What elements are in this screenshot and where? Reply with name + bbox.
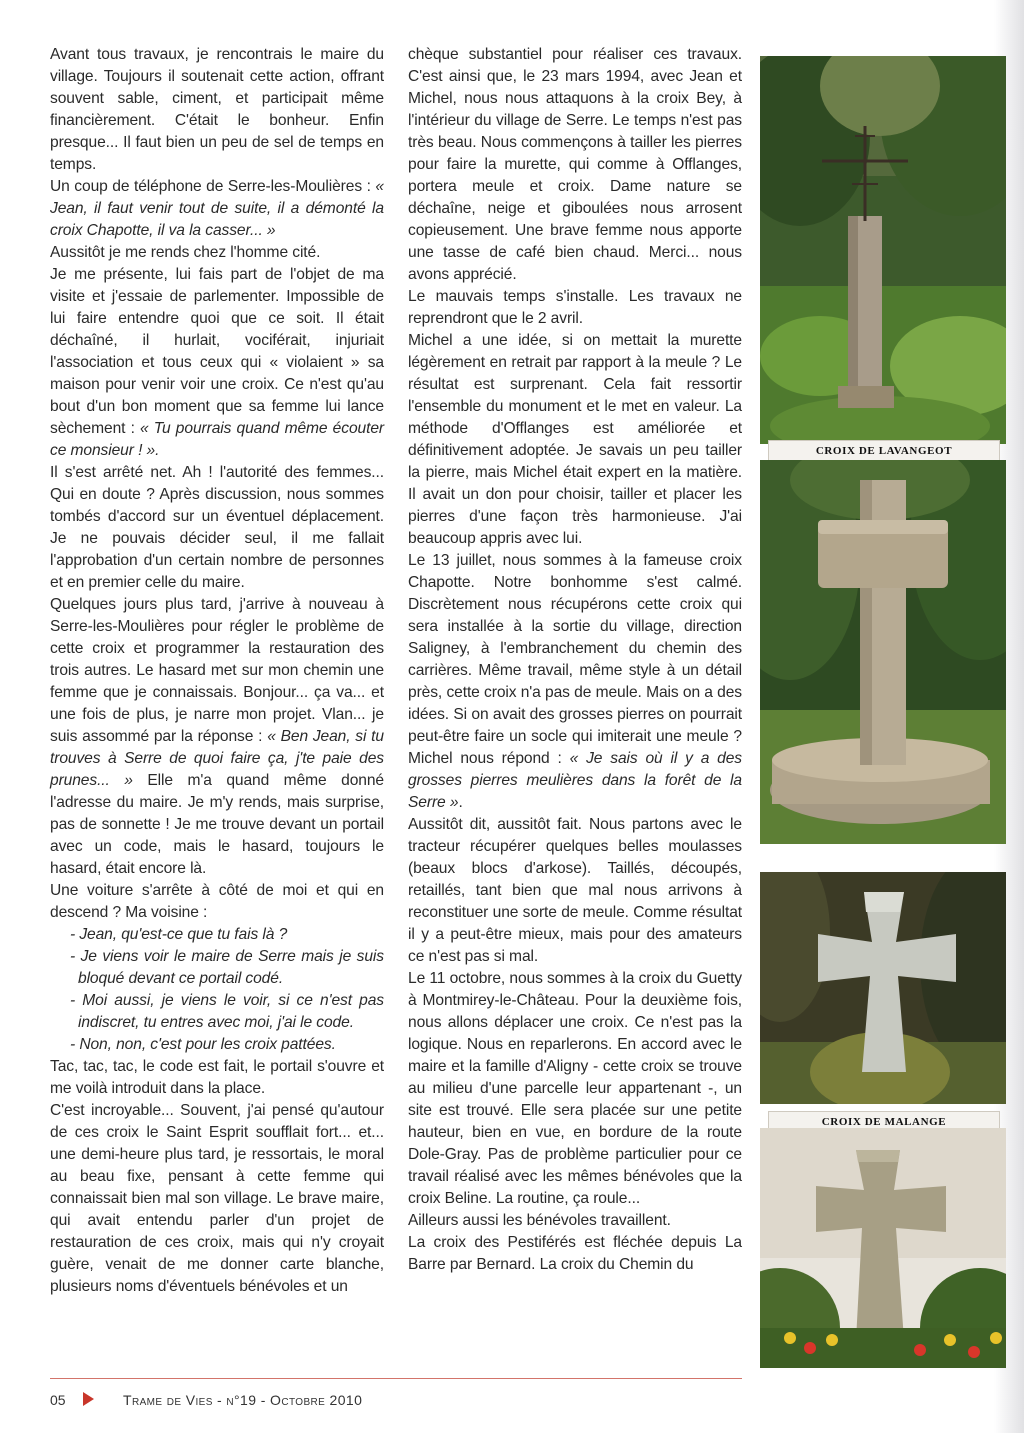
paragraph — [408, 330, 742, 550]
paragraph — [408, 1232, 742, 1276]
paragraph — [50, 44, 384, 176]
caption-croix-malange: CROIX DE MALANGE — [768, 1111, 1000, 1133]
paragraph — [408, 1210, 742, 1232]
text-column-right — [408, 44, 742, 1276]
photo-croix-meule — [760, 460, 1006, 844]
paragraph — [408, 968, 742, 1210]
paragraph — [408, 814, 742, 968]
paragraph-text: Ailleurs aussi les bénévoles travaillent. — [408, 1212, 671, 1229]
paragraph — [50, 1100, 384, 1298]
paragraph — [50, 242, 384, 264]
paragraph — [408, 44, 742, 286]
footer-rule — [50, 1378, 742, 1379]
quote-text: « Ben Jean, si tu trouves à Serre de quoi faire ça, j'te paie des prunes... » — [50, 728, 384, 789]
paragraph — [50, 880, 384, 924]
page-number: 05 — [50, 1392, 66, 1408]
paragraph: - Jean, qu'est-ce que tu fais là ? — [70, 926, 288, 943]
footer-publication-title: Trame de Vies - n°19 - Octobre 2010 — [123, 1392, 363, 1408]
paragraph — [408, 286, 742, 330]
triangle-arrow-icon — [83, 1392, 94, 1406]
paragraph-text: Aussitôt je me rends chez l'homme cité. — [50, 244, 321, 261]
paragraph: - Moi aussi, je viens le voir, si ce n'est pas indiscret, tu entres avec moi, j'ai le code. — [70, 992, 384, 1031]
photo-croix-malange — [760, 872, 1006, 1104]
paragraph — [50, 462, 384, 594]
paragraph — [50, 1056, 384, 1100]
caption-croix-lavangeot: CROIX DE LAVANGEOT — [768, 440, 1000, 462]
paragraph-text: Avant tous travaux, je rencontrais le maire du village. Toujours il soutenait cette action, offrant souvent sable, ciment, et participait même financièrement. C'était le bonheur. Enfin presque... Il faut bien un peu de sel de temps en temps. — [50, 46, 384, 173]
quote-text: « Jean, il faut venir tout de suite, il a démonté la croix Chapotte, il va la casser... » — [50, 178, 384, 239]
photo-croix-lavangeot — [760, 56, 1006, 444]
paragraph-text: Une voiture s'arrête à côté de moi et qui en descend ? Ma voisine : — [50, 882, 384, 921]
paragraph-text: Un coup de téléphone de Serre-les-Moulières : — [50, 178, 376, 195]
paragraph-text: Michel a une idée, si on mettait la murette légèrement en retrait par rapport à la meule ? Le résultat est surprenant. Cela fait ressortir l'ensemble du monument et le met en valeur. La méthode d'Offlanges est améliorée et définitivement adoptée. Je savais un peu tailler la pierre, mais Michel était expert en la matière. Il avait un don pour choisir, tailler et placer les pierres d'une façon très harmonieuse. J'ai beaucoup appris avec lui. — [408, 332, 742, 547]
paragraph-text-tail: Elle m'a quand même donné l'adresse du maire. Je m'y rends, mais surprise, pas de sonnette ! Je me trouve devant un portail avec un code, mais le hasard, toujours le hasard, était encore là. — [50, 772, 384, 877]
text-column-left — [50, 44, 384, 1298]
paragraph — [50, 594, 384, 880]
paragraph-text: Il s'est arrêté net. Ah ! l'autorité des femmes... Qui en doute ? Après discussion, nous sommes tombés d'accord sur un éventuel déplacement. Je ne pouvais décider seul, il me fallait l'approbation d'un certain nombre de personnes et en premier celle du maire. — [50, 464, 384, 591]
paragraph-text: Quelques jours plus tard, j'arrive à nouveau à Serre-les-Moulières pour régler le problème de cette croix et programmer la restauration des trois autres. Le hasard met sur mon chemin une femme que je connaissais. Bonjour... ça va... et une fois de plus, je narre mon projet. Vlan... je suis assommé par la réponse : — [50, 596, 384, 745]
paragraph-text: Aussitôt dit, aussitôt fait. Nous partons avec le tracteur récupérer quelques belles moulasses (beaux blocs d'arkose). Taillés, découpés, retaillés, tant bien que mal nous arrivons à reconstituer une sorte de meule. Comme résultat il y a peut-être mieux, mais pour des amateurs ce n'est pas si mal. — [408, 816, 742, 965]
paragraph: - Non, non, c'est pour les croix pattées. — [70, 1036, 336, 1053]
paragraph-text: Le 13 juillet, nous sommes à la fameuse croix Chapotte. Notre bonhomme s'est calmé. Discrètement nous récupérons cette croix qui sera installée à la sortie du village, direction Saligney, à l'embranchement du chemin des carrières. Même travail, même style à un détail près, cette croix n'a pas de meule. Mais on a des idées. Si on avait des grosses pierres on pourrait peut-être faire un socle qui imiterait une meule ? Michel nous répond : — [408, 552, 742, 767]
paragraph-text-tail: . — [458, 794, 463, 811]
quote-text: « Tu pourrais quand même écouter ce monsieur ! ». — [50, 420, 384, 459]
quote-text: « Je sais où il y a des grosses pierres meulières dans la forêt de la Serre » — [408, 750, 742, 811]
paragraph — [408, 550, 742, 814]
paragraph-text: Je me présente, lui fais part de l'objet de ma visite et j'essaie de parlementer. Impossible de lui faire entendre quoi que ce soit. Il était déchaîné, il hurlait, vociférait, injuriait l'association et tous ceux qui « violaient » sa maison pour venir voir une croix. Ce n'est qu'au bout d'un bon moment que sa femme lui lance sèchement : — [50, 266, 384, 437]
paragraph-text: C'est incroyable... Souvent, j'ai pensé qu'autour de ces croix le Saint Esprit soufflait fort... et... une demi-heure plus tard, je ressortais, le moral au beau fixe, pensant à cette femme qui connaissait bien mal son village. Le brave maire, qui avait entendu parler d'un projet de restauration de ces croix, mais qui n'y croyait guère, venait de me donner carte blanche, plusieurs noms d'éventuels bénévoles et un — [50, 1102, 384, 1295]
paragraph — [50, 176, 384, 242]
paragraph-text: Tac, tac, tac, le code est fait, le portail s'ouvre et me voilà introduit dans la place. — [50, 1058, 384, 1097]
paragraph-text: Le 11 octobre, nous sommes à la croix du Guetty à Montmirey-le-Château. Pour la deuxième fois, nous allons déplacer une croix. Ce n'est pas la logique. Nous en reparlerons. En accord avec le maire et la famille d'Aligny - cette croix se trouve au milieu d'une parcelle leur appartenant -, un site est trouvé. Elle sera placée sur une petite hauteur, bien en vue, en bordure de la route Dole-Gray. Pas de problème particulier pour ce travail réalisé avec les mêmes bénévoles que la croix Beline. La routine, ça roule... — [408, 970, 742, 1207]
paragraph-text: chèque substantiel pour réaliser ces travaux. C'est ainsi que, le 23 mars 1994, avec Jean et Michel, nous nous attaquons à la croix Bey, à l'intérieur du village de Serre. Le temps n'est pas très beau. Nous commençons à tailler les pierres pour faire la murette, qui comme à Offlanges, portera meule et croix. Dame nature se déchaîne, neige et giboulées nous arrosent copieusement. Une brave femme nous apporte une tasse de café bien chaud. Merci... nous avons apprécié. — [408, 46, 742, 283]
paragraph-text: Le mauvais temps s'installe. Les travaux ne reprendront que le 2 avril. — [408, 288, 742, 327]
photo-croix-jardin — [760, 1128, 1006, 1368]
paragraph — [50, 264, 384, 462]
page-footer — [50, 1380, 750, 1410]
paragraph-text: La croix des Pestiférés est fléchée depuis La Barre par Bernard. La croix du Chemin du — [408, 1234, 742, 1273]
paragraph: - Je viens voir le maire de Serre mais je suis bloqué devant ce portail codé. — [70, 948, 384, 987]
